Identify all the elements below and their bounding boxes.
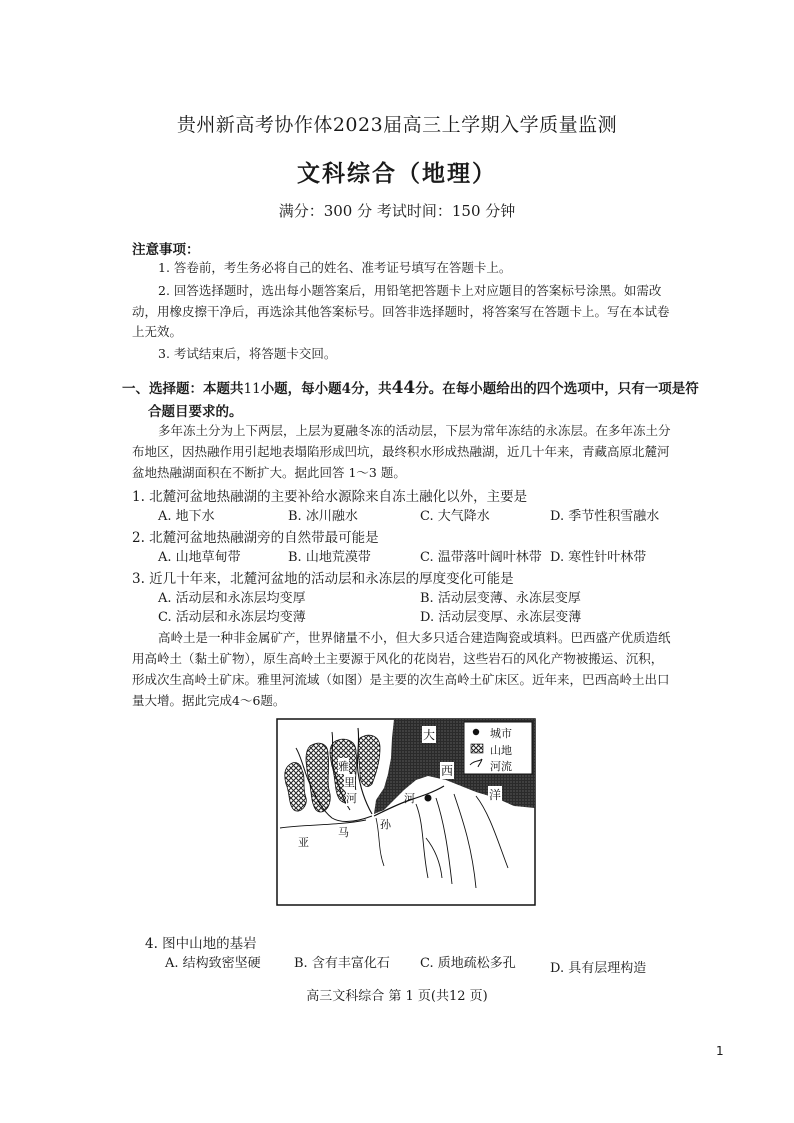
notice-item-2-cont: 动，用橡皮擦干净后，再选涂其他答案标号。回答非选择题时，将答案写在答题卡上。写在本试卷: [132, 304, 670, 319]
passage2-line4: 量大增。据此完成4～6题。: [132, 693, 286, 708]
notice-item-1: 1. 答卷前，考生务必将自己的姓名、准考证号填写在答题卡上。: [158, 260, 512, 275]
notice-item-2: 2. 回答选择题时，选出每小题答案后，用铅笔把答题卡上对应题目的答案标号涂黑。如需改: [158, 283, 662, 298]
notice-heading: 注意事项：: [132, 242, 200, 258]
subject-title: 文科综合（地理）: [297, 160, 497, 187]
passage2-line1: 高岭土是一种非金属矿产，世界储量不小，但大多只适合建造陶瓷或填料。巴西盛产优质造纸: [158, 630, 671, 645]
legend-mountain-label: 山地: [490, 744, 512, 757]
passage2-line3: 形成次生高岭土矿床。雅里河流域（如图）是主要的次生高岭土矿床区。近年来，巴西高岭土出口: [132, 672, 670, 687]
question-3-option-d: D. 活动层变厚、永冻层变薄: [420, 610, 582, 625]
legend-city-label: 城市: [490, 727, 512, 740]
section-heading-cont: 合题目要求的。: [148, 404, 243, 420]
page-footer: 高三文科综合 第 1 页(共12 页): [306, 989, 488, 1004]
section-heading: 一、选择题：本题共11小题，每小题4分，共44分。在每小题给出的四个选项中，只有一项是符: [122, 378, 699, 398]
city-marker: [425, 795, 432, 802]
question-1-option-b: B. 冰川融水: [288, 509, 358, 524]
amazon-label-sun: 孙: [380, 818, 391, 831]
question-3-stem: 3. 近几十年来，北麓河盆地的活动层和永冻层的厚度变化可能是: [132, 571, 514, 587]
question-1-option-d: D. 季节性积雪融水: [550, 509, 660, 524]
passage2-line2: 用高岭土（黏土矿物），原生高岭土主要源于风化的花岗岩，这些岩石的风化产物被搬运、沉积，: [132, 651, 664, 666]
question-3-option-c: C. 活动层和永冻层均变薄: [158, 610, 306, 625]
amazon-label-ma: 马: [338, 826, 349, 839]
yari-label-1: 雅: [338, 760, 349, 773]
passage1-line3: 盆地热融湖面积在不断扩大。据此回答 1～3 题。: [132, 465, 406, 480]
ocean-label-yang: 洋: [489, 788, 502, 802]
question-2-option-b: B. 山地荒漠带: [288, 550, 371, 565]
question-3-option-b: B. 活动层变薄、永冻层变厚: [420, 591, 581, 606]
question-2-option-a: A. 山地草甸带: [158, 550, 241, 565]
notice-item-2-end: 上无效。: [132, 324, 183, 339]
question-4-option-b: B. 含有丰富化石: [294, 956, 390, 971]
question-2-option-c: C. 温带落叶阔叶林带: [420, 550, 542, 565]
passage1-line2: 布地区，因热融作用引起地表塌陷形成凹坑，最终积水形成热融湖，近几十年来，青藏高原北麓河: [132, 444, 670, 459]
ocean-label-da: 大: [423, 728, 436, 742]
page-number: 1: [716, 1044, 724, 1058]
question-1-stem: 1. 北麓河盆地热融湖的主要补给水源除来自冻土融化以外，主要是: [132, 489, 528, 505]
mountain-legend-icon: [471, 744, 483, 753]
question-1-option-c: C. 大气降水: [420, 509, 490, 524]
notice-item-3: 3. 考试结束后，将答题卡交回。: [158, 346, 337, 361]
question-4-option-d: D. 具有层理构造: [550, 961, 647, 976]
legend-river-label: 河流: [490, 760, 512, 773]
question-2-option-d: D. 寒性针叶林带: [550, 550, 647, 565]
yari-label-2: 里: [344, 776, 355, 789]
question-4-option-c: C. 质地疏松多孔: [420, 956, 516, 971]
question-2-stem: 2. 北麓河盆地热融湖旁的自然带最可能是: [132, 530, 379, 546]
city-legend-icon: [473, 729, 479, 735]
yari-label-3: 河: [346, 792, 357, 805]
question-4-stem: 4. 图中山地的基岩: [145, 936, 257, 952]
question-3-option-a: A. 活动层和永冻层均变厚: [158, 591, 306, 606]
passage1-line1: 多年冻土分为上下两层，上层为夏融冬冻的活动层，下层为常年冻结的永冻层。在多年冻土分: [158, 423, 671, 438]
question-4-option-a: A. 结构致密坚硬: [165, 956, 261, 971]
ocean-label-xi: 西: [441, 764, 454, 778]
score-info: 满分：300 分 考试时间：150 分钟: [278, 202, 516, 220]
map-figure: [276, 718, 536, 906]
question-1-option-a: A. 地下水: [158, 509, 215, 524]
amazon-label-he: 河: [404, 792, 415, 805]
exam-title: 贵州新高考协作体2023届高三上学期入学质量监测: [176, 114, 618, 136]
amazon-label-ya: 亚: [298, 836, 309, 849]
